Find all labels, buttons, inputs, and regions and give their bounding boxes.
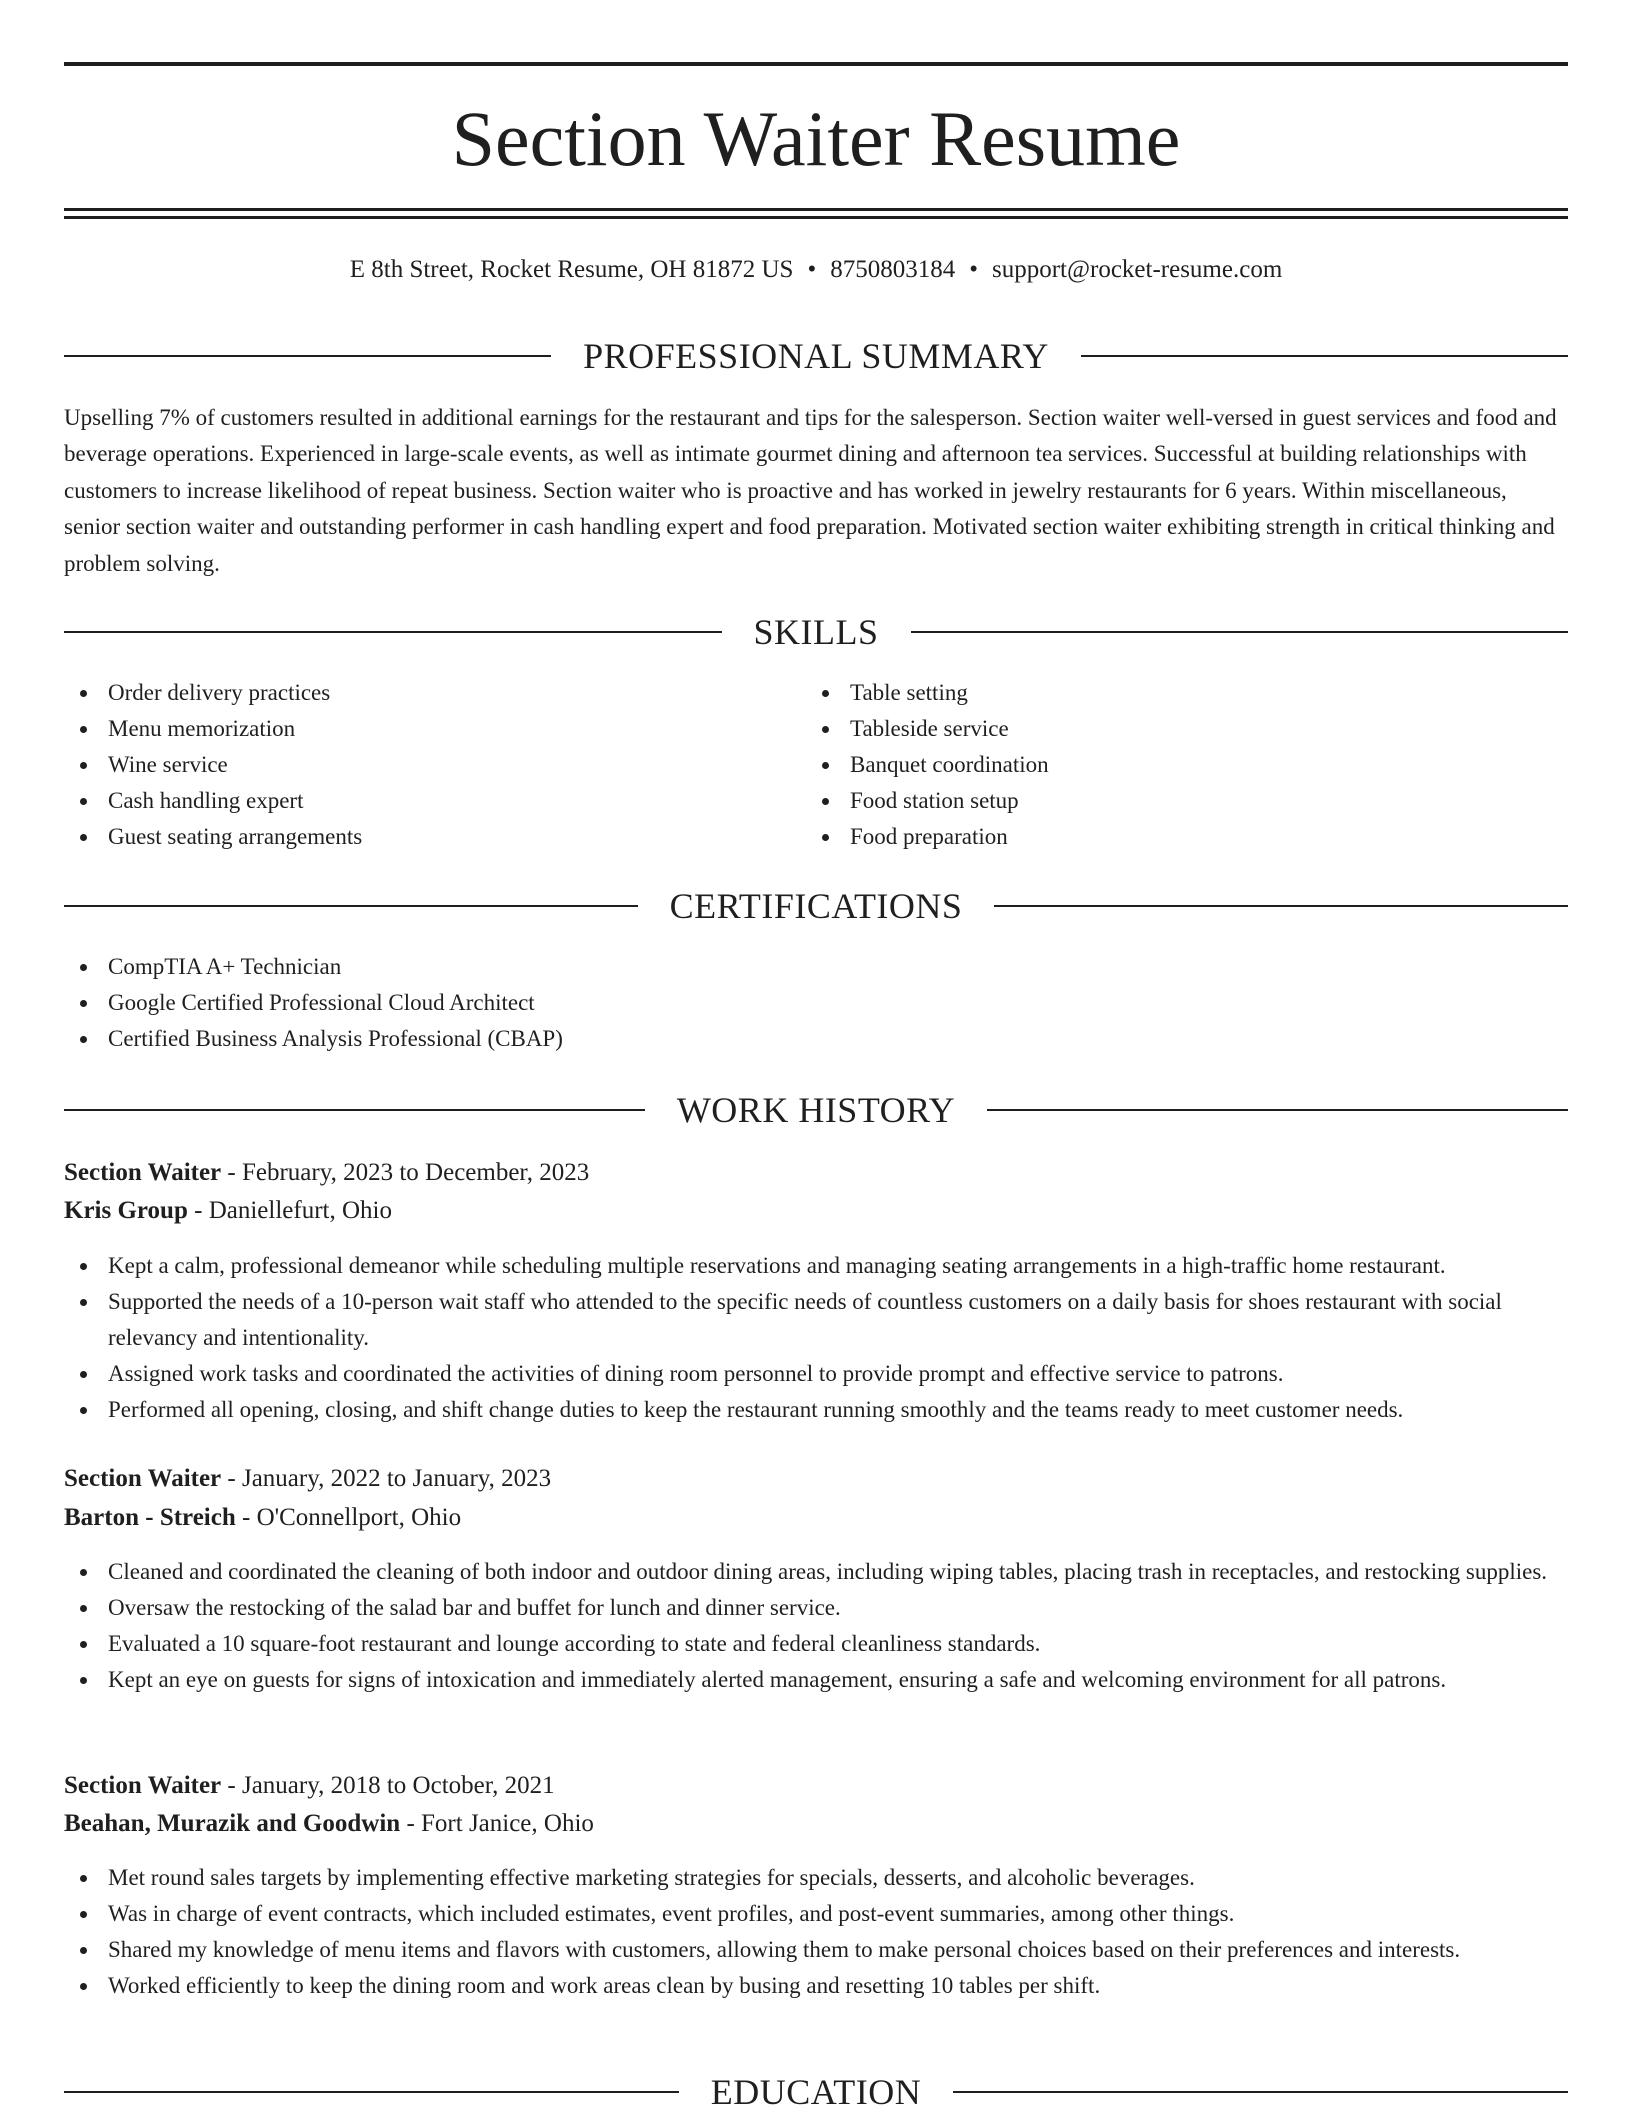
section-label: EDUCATION [710,2072,922,2112]
certification-item: CompTIA A+ Technician [64,949,1568,985]
section-heading-work-history [64,1088,1568,1132]
contact-separator: • [807,256,817,283]
heading-rule [953,2091,1568,2093]
job-bullet: Evaluated a 10 square-foot restaurant and lounge according to state and federal cleanliness standards. [64,1626,1568,1662]
job-bullet: Kept an eye on guests for signs of intoxication and immediately alerted management, ensuring a safe and welcoming environment for all patrons. [64,1662,1568,1698]
job-bullet: Cleaned and coordinated the cleaning of both indoor and outdoor dining areas, including wiping tables, placing trash in receptacles, and restocking supplies. [64,1554,1568,1590]
skill-item: Guest seating arrangements [64,819,764,855]
heading-rule [64,1109,645,1111]
section-label: SKILLS [753,612,879,652]
job-company-line [64,1499,1568,1537]
skill-item: Cash handling expert [64,783,764,819]
page-title: Section Waiter Resume [451,95,1181,182]
job-location: - Daniellefurt, Ohio [187,1197,392,1224]
job-company-line [64,1805,1568,1843]
job-title: Section Waiter [64,1465,222,1492]
job-company: Kris Group [64,1197,188,1224]
skill-item: Tableside service [806,711,1506,747]
certifications-list [64,949,1568,1057]
job-bullet: Shared my knowledge of menu items and flavors with customers, allowing them to make personal choices based on their preferences and interests. [64,1932,1568,1968]
job-bullet-list [64,1554,1568,1698]
job-dates: - February, 2023 to December, 2023 [221,1159,590,1186]
section-heading-skills [64,610,1568,654]
skills-list-right [806,675,1506,855]
job-bullet-list [64,1248,1568,1428]
job-bullet: Oversaw the restocking of the salad bar and buffet for lunch and dinner service. [64,1590,1568,1626]
section-heading-certifications [64,884,1568,928]
heading-rule [911,631,1569,633]
job-bullet: Supported the needs of a 10-person wait staff who attended to the specific needs of countless customers on a daily basis for shoes restaurant with social relevancy and intentionality. [64,1284,1568,1356]
job-bullet: Met round sales targets by implementing effective marketing strategies for specials, desserts, and alcoholic beverages. [64,1860,1568,1896]
certification-item: Certified Business Analysis Professional (CBAP) [64,1021,1568,1057]
section-heading-education [64,2070,1568,2114]
skill-item: Food station setup [806,783,1506,819]
job-company: Barton - Streich [64,1504,236,1531]
contact-separator: • [969,256,978,283]
job-dates: - January, 2018 to October, 2021 [221,1772,555,1799]
top-rule [64,62,1568,66]
section-label: WORK HISTORY [676,1090,956,1130]
contact-phone: 8750803184 [830,256,956,283]
job-title-line [64,1154,1568,1192]
skill-item: Wine service [64,747,764,783]
job-location: - O'Connellport, Ohio [235,1504,462,1531]
job-bullet-list [64,1860,1568,2004]
heading-rule [994,905,1568,907]
job-title-line [64,1460,1568,1498]
job-location: - Fort Janice, Ohio [400,1810,594,1837]
skills-list-left [64,675,764,855]
section-label: CERTIFICATIONS [669,886,963,926]
job-bullet: Assigned work tasks and coordinated the activities of dining room personnel to provide prompt and effective service to patrons. [64,1356,1568,1392]
section-heading-summary [64,334,1568,378]
job-title-line [64,1767,1568,1805]
job-title: Section Waiter [64,1159,222,1186]
job-title: Section Waiter [64,1772,222,1799]
skill-item: Menu memorization [64,711,764,747]
heading-rule [987,1109,1568,1111]
job-bullet: Worked efficiently to keep the dining room and work areas clean by busing and resetting 10 tables per shift. [64,1968,1568,2004]
heading-rule [64,631,722,633]
title-double-rule [64,208,1568,219]
job-bullet: Performed all opening, closing, and shift change duties to keep the restaurant running smoothly and the teams ready to meet customer needs. [64,1392,1568,1428]
job-dates: - January, 2022 to January, 2023 [221,1465,552,1492]
job-bullet: Was in charge of event contracts, which included estimates, event profiles, and post-event summaries, among other things. [64,1896,1568,1932]
heading-rule [1081,355,1568,357]
certification-item: Google Certified Professional Cloud Architect [64,985,1568,1021]
contact-address: E 8th Street, Rocket Resume, OH 81872 US [349,256,794,283]
summary-text: Upselling 7% of customers resulted in additional earnings for the restaurant and tips for the salesperson. Section waiter well-versed in guest services and food and beverage operations. Experienced in large-scale events, as well as intimate gourmet dining and afternoon tea services. Successful at building relationships with customers to increase likelihood of repeat business. Section waiter who is proactive and has worked in jewelry restaurants for 6 years. Within miscellaneous, senior section waiter and outstanding performer in cash handling expert and food preparation. Motivated section waiter exhibiting strength in critical thinking and problem solving. [64,405,1557,576]
heading-rule [64,2091,679,2093]
skill-item: Banquet coordination [806,747,1506,783]
heading-rule [64,355,551,357]
contact-email: support@rocket-resume.com [991,256,1283,283]
job-company-line [64,1192,1568,1230]
section-label: PROFESSIONAL SUMMARY [583,336,1049,376]
job-company: Beahan, Murazik and Goodwin [64,1810,401,1837]
contact-line [64,252,1568,288]
skill-item: Order delivery practices [64,675,764,711]
heading-rule [64,905,638,907]
skill-item: Food preparation [806,819,1506,855]
job-bullet: Kept a calm, professional demeanor while scheduling multiple reservations and managing seating arrangements in a high-traffic home restaurant. [64,1248,1568,1284]
skill-item: Table setting [806,675,1506,711]
